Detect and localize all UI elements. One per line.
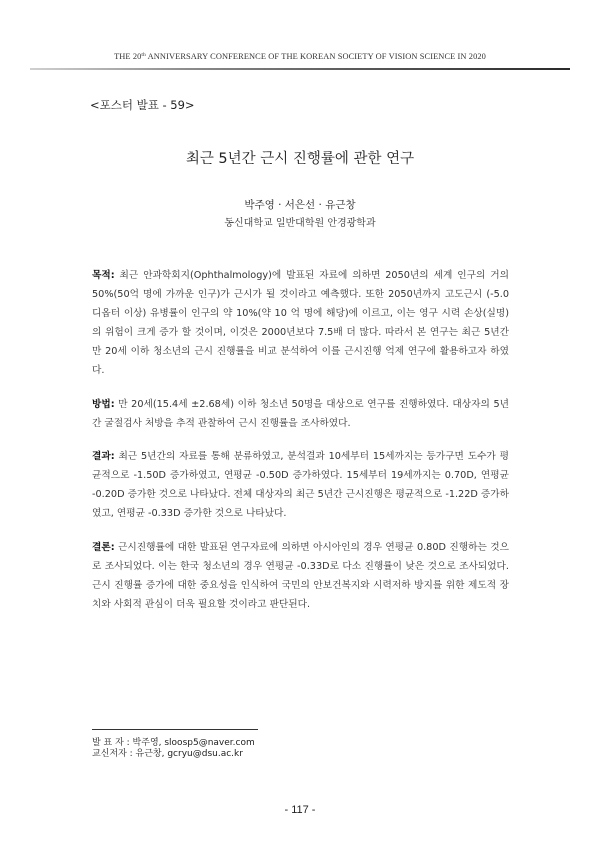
methods-label: 방법: (92, 398, 115, 410)
footnote-divider (92, 729, 258, 730)
purpose-text: 최근 안과학회지(Ophthalmology)에 발표된 자료에 의하면 2050년의 세계 인구의 거의 50%(50억 명에 가까운 인구)가 근시가 될 것이라고 예측했다. 또한 2050년까지 고도근시 (-5.0 디옵터 이상) 유병률이 인구의 약 10%(약 10 억 명에 해당)에 이르고, 이는 영구 시력 손상(실명)의 위험이 크게 증가 할 것이며, 이것은 2000년보다 7.5배 더 많다. 따라서 본 연구는 최근 5년간 만 20세 이하 청소년의 근시 진행률을 비교 분석하여 이를 근시진행 억제 연구에 활용하고자 하였다. (92, 270, 509, 376)
page-number: - 117 - (284, 804, 316, 816)
author-list: 박주영 · 서은선 · 유근창 (244, 199, 356, 211)
results-label: 결과: (92, 451, 115, 462)
conclusion-label: 결론: (92, 541, 115, 553)
running-header-suffix: ANNIVERSARY CONFERENCE OF THE KOREAN SOCIETY OF VISION SCIENCE IN 2020 (145, 52, 486, 61)
header-divider (30, 68, 570, 70)
running-header (0, 52, 600, 61)
abstract-conclusion-paragraph (92, 538, 509, 614)
running-header-prefix: THE 20 (114, 52, 142, 61)
results-text: 최근 5년간의 자료를 통해 분류하였고, 분석결과 10세부터 15세까지는 등가구면 도수가 평균적으로 -1.50D 증가하였고, 연평균 -0.50D 증가하였다. 15세부터 19세까지는 0.70D, 연평균 -0.20D 증가한 것으로 나타났다. 전체 대상자의 최근 5년간 근시진행은 평균적으로 -1.22D 증가하였고, 연평균 -0.33D 증가한 것으로 나타났다. (92, 451, 509, 519)
abstract-methods-paragraph (92, 395, 509, 433)
presenter-footnote: 발 표 자 : 박주영, sloosp5@naver.com (92, 738, 255, 748)
author-affiliation: 동신대학교 일반대학원 안경광학과 (224, 218, 376, 229)
methods-text: 만 20세(15.4세 ±2.68세) 이하 청소년 50명을 대상으로 연구를 진행하였다. 대상자의 5년간 굴절검사 처방을 추적 관찰하여 근시 진행률을 조사하였다. (92, 398, 509, 429)
paper-title: 최근 5년간 근시 진행률에 관한 연구 (185, 151, 415, 167)
poster-label: <포스터 발표 - 59> (90, 98, 195, 112)
corresponding-author-footnote: 교신저자 : 유근창, gcryu@dsu.ac.kr (92, 749, 243, 759)
conclusion-text: 근시진행률에 대한 발표된 연구자료에 의하면 아시아인의 경우 연평균 0.80D 진행하는 것으로 조사되었다. 이는 한국 청소년의 경우 연평균 -0.33D로 다소 진행률이 낮은 것으로 조사되었다. 근시 진행률 증가에 대한 중요성을 인식하여 국민의 안보건복지와 시력저하 방지를 위한 제도적 장치와 사회적 관심이 더욱 필요할 것이라고 판단된다. (92, 541, 509, 610)
abstract-purpose-paragraph (92, 266, 509, 380)
running-header-superscript: th (141, 52, 146, 58)
abstract-body (92, 266, 509, 628)
purpose-label: 목적: (92, 270, 115, 281)
abstract-results-paragraph (92, 447, 509, 523)
